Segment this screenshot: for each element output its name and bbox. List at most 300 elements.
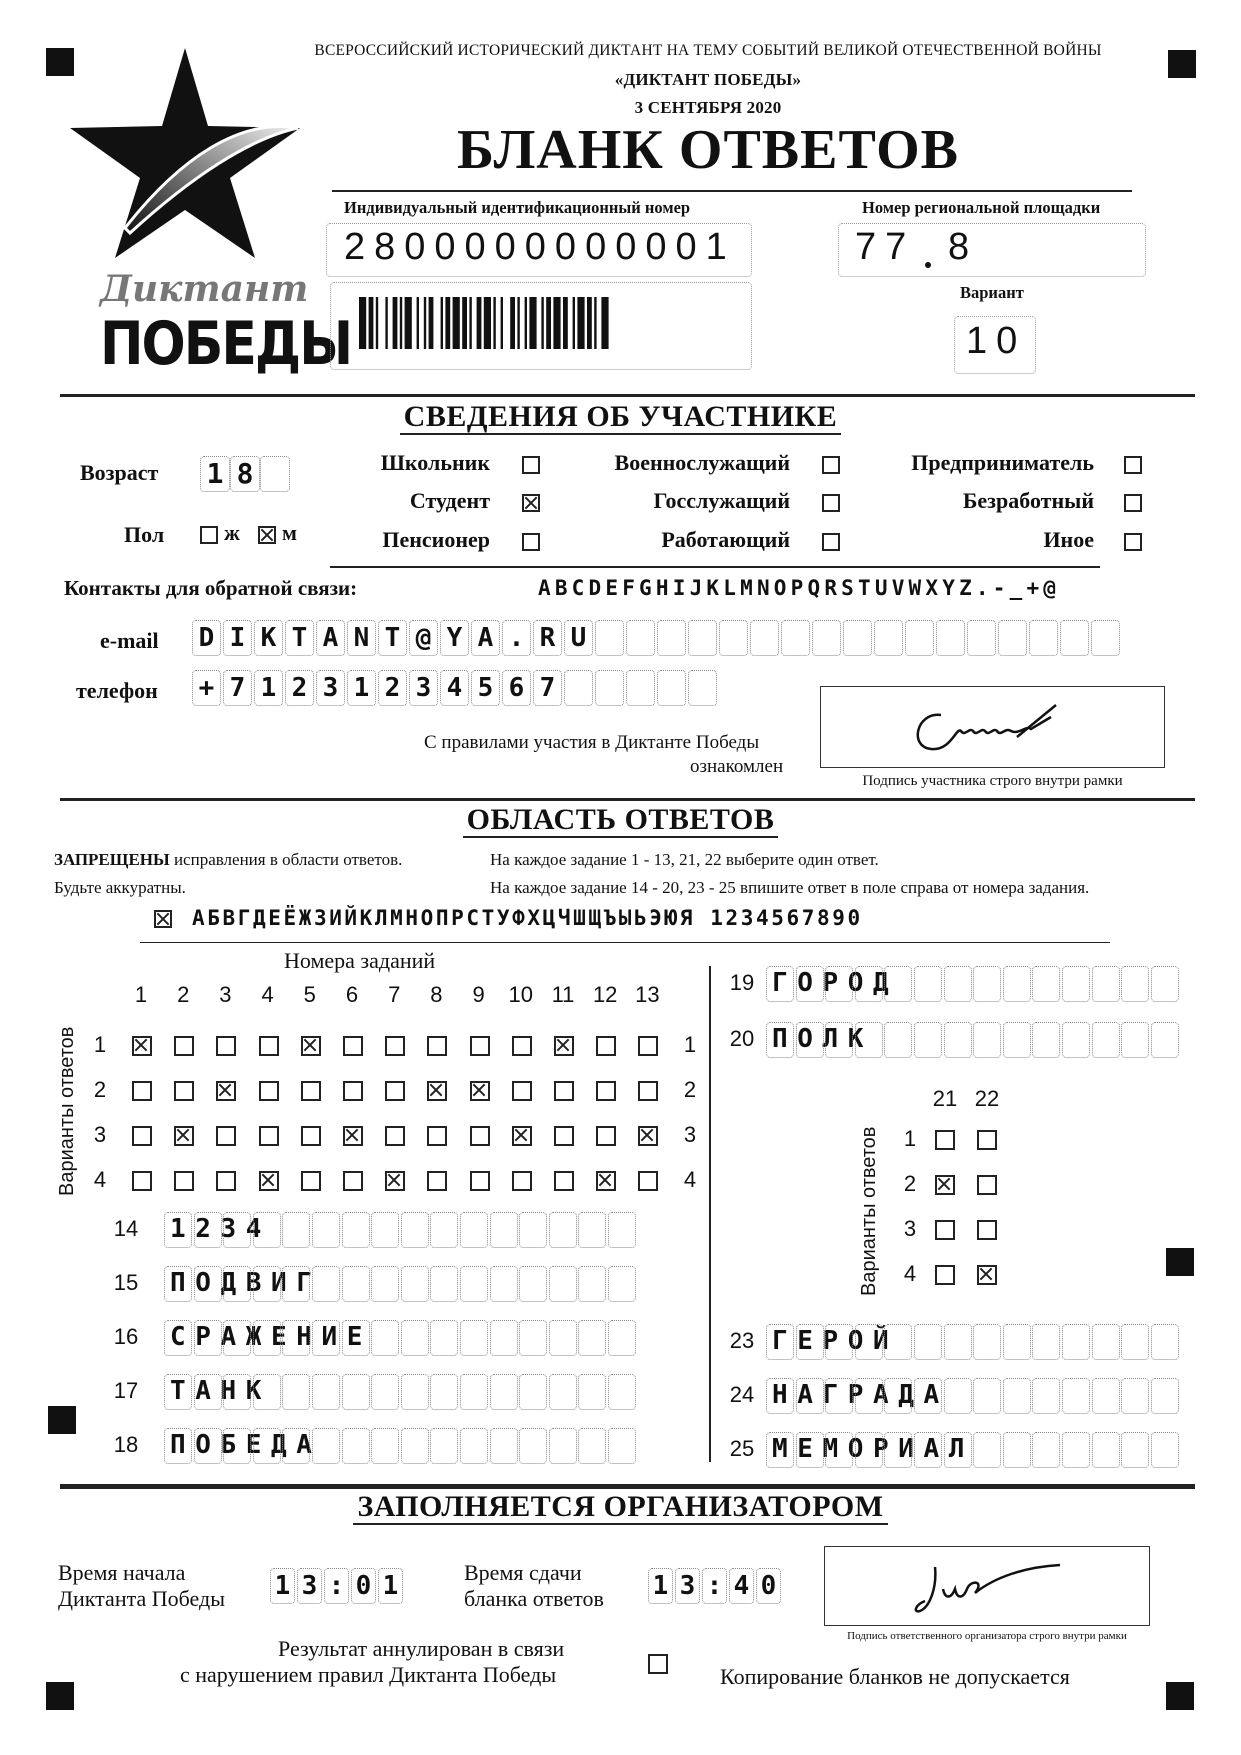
- input-cell[interactable]: [967, 620, 996, 656]
- answer-cell[interactable]: [312, 1320, 340, 1356]
- answer-checkbox[interactable]: [343, 1126, 363, 1146]
- answer-cell[interactable]: [253, 1266, 281, 1302]
- answer-cell[interactable]: [1032, 1432, 1060, 1468]
- answer-cell[interactable]: [401, 1212, 429, 1248]
- input-cell[interactable]: [874, 620, 903, 656]
- answer-checkbox[interactable]: [301, 1171, 321, 1191]
- answer-checkbox[interactable]: [554, 1036, 574, 1056]
- answer-cell[interactable]: [855, 1324, 883, 1360]
- answer-checkbox[interactable]: [385, 1081, 405, 1101]
- answer-cell[interactable]: [549, 1266, 577, 1302]
- answer-cell[interactable]: [884, 1022, 912, 1058]
- short-answer-field[interactable]: [164, 1266, 638, 1302]
- answer-cell[interactable]: [194, 1374, 222, 1410]
- answer-cell[interactable]: [608, 1212, 636, 1248]
- answer-cell[interactable]: [608, 1374, 636, 1410]
- answer-cell[interactable]: [766, 1432, 794, 1468]
- answer-cell[interactable]: [1062, 1324, 1090, 1360]
- answer-cell[interactable]: [253, 1320, 281, 1356]
- input-cell[interactable]: [440, 620, 469, 656]
- answer-cell[interactable]: [253, 1212, 281, 1248]
- answer-cell[interactable]: [1121, 1324, 1149, 1360]
- input-cell[interactable]: [595, 620, 624, 656]
- answer-cell[interactable]: [825, 1378, 853, 1414]
- answer-checkbox[interactable]: [638, 1036, 658, 1056]
- answer-cell[interactable]: [796, 1324, 824, 1360]
- category-checkbox[interactable]: [822, 456, 840, 474]
- answer-checkbox[interactable]: [174, 1036, 194, 1056]
- answer-cell[interactable]: [371, 1374, 399, 1410]
- answer-cell[interactable]: [460, 1374, 488, 1410]
- short-answer-field[interactable]: [164, 1428, 638, 1464]
- input-cell[interactable]: [781, 620, 810, 656]
- answer-checkbox[interactable]: [132, 1171, 152, 1191]
- variant-number: 10: [966, 320, 1027, 362]
- answer-cell[interactable]: [1003, 1022, 1031, 1058]
- answer-cell[interactable]: [608, 1428, 636, 1464]
- answer-cell[interactable]: [401, 1428, 429, 1464]
- input-cell[interactable]: [688, 620, 717, 656]
- answer-cell[interactable]: [1151, 1432, 1179, 1468]
- answer-cell[interactable]: [490, 1212, 518, 1248]
- answer-cell[interactable]: [973, 1324, 1001, 1360]
- answers-vertical-divider: [709, 966, 711, 1462]
- input-cell[interactable]: [297, 1568, 322, 1604]
- category-checkbox[interactable]: [522, 456, 540, 474]
- answer-cell[interactable]: [519, 1266, 547, 1302]
- input-cell[interactable]: [316, 620, 345, 656]
- answer-cell[interactable]: [430, 1212, 458, 1248]
- answer-cell[interactable]: [914, 1324, 942, 1360]
- answer-checkbox[interactable]: [470, 1126, 490, 1146]
- answer-cell[interactable]: [164, 1266, 192, 1302]
- age-cell-1[interactable]: 1: [200, 456, 230, 492]
- answer-cell[interactable]: [549, 1428, 577, 1464]
- answer-cell[interactable]: [371, 1266, 399, 1302]
- answer-cell[interactable]: [578, 1212, 606, 1248]
- short-answer-field[interactable]: [766, 1324, 1180, 1360]
- category-checkbox[interactable]: [1124, 533, 1142, 551]
- sex-female-checkbox[interactable]: [200, 526, 218, 544]
- answer-checkbox[interactable]: [935, 1130, 955, 1150]
- answer-checkbox[interactable]: [596, 1081, 616, 1101]
- answer-checkbox[interactable]: [512, 1171, 532, 1191]
- answer-cell[interactable]: [223, 1428, 251, 1464]
- answer-cell[interactable]: [460, 1212, 488, 1248]
- answer-checkbox[interactable]: [638, 1171, 658, 1191]
- input-cell[interactable]: [502, 620, 531, 656]
- answer-checkbox[interactable]: [301, 1126, 321, 1146]
- input-cell[interactable]: [1060, 620, 1089, 656]
- answer-cell[interactable]: [578, 1374, 606, 1410]
- input-cell[interactable]: [905, 620, 934, 656]
- answer-cell[interactable]: [914, 1432, 942, 1468]
- answer-cell[interactable]: [608, 1320, 636, 1356]
- answer-cell[interactable]: [825, 1022, 853, 1058]
- answer-checkbox[interactable]: [596, 1126, 616, 1146]
- answer-cell[interactable]: [430, 1266, 458, 1302]
- answer-cell[interactable]: [884, 1432, 912, 1468]
- category-checkbox[interactable]: [522, 533, 540, 551]
- answer-checkbox[interactable]: [259, 1126, 279, 1146]
- answer-cell[interactable]: [223, 1320, 251, 1356]
- input-cell[interactable]: [471, 670, 500, 706]
- answer-cell[interactable]: [164, 1212, 192, 1248]
- input-cell[interactable]: [347, 620, 376, 656]
- answer-checkbox[interactable]: [977, 1130, 997, 1150]
- answer-cell[interactable]: [342, 1320, 370, 1356]
- answer-checkbox[interactable]: [385, 1126, 405, 1146]
- answer-cell[interactable]: [1092, 1432, 1120, 1468]
- age-cell-3[interactable]: [260, 456, 290, 492]
- input-cell[interactable]: [409, 670, 438, 706]
- answer-cell[interactable]: [1032, 966, 1060, 1002]
- answer-cell[interactable]: [1092, 1022, 1120, 1058]
- answer-checkbox[interactable]: [132, 1126, 152, 1146]
- answer-cell[interactable]: [282, 1428, 310, 1464]
- answer-cell[interactable]: [1062, 1378, 1090, 1414]
- answer-cell[interactable]: [342, 1212, 370, 1248]
- answer-checkbox[interactable]: [301, 1081, 321, 1101]
- input-cell[interactable]: [936, 620, 965, 656]
- answer-cell[interactable]: [519, 1374, 547, 1410]
- answer-cell[interactable]: [884, 1378, 912, 1414]
- input-cell[interactable]: [843, 620, 872, 656]
- answer-cell[interactable]: [223, 1374, 251, 1410]
- input-cell[interactable]: [675, 1568, 700, 1604]
- answer-cell[interactable]: [855, 966, 883, 1002]
- task-number: 19: [729, 970, 755, 995]
- answer-checkbox[interactable]: [174, 1126, 194, 1146]
- input-cell[interactable]: [595, 670, 624, 706]
- answer-checkbox[interactable]: [216, 1081, 236, 1101]
- input-cell[interactable]: [316, 670, 345, 706]
- answer-cell[interactable]: [1032, 1324, 1060, 1360]
- answer-checkbox[interactable]: [977, 1175, 997, 1195]
- input-cell[interactable]: [223, 670, 252, 706]
- input-cell[interactable]: [192, 670, 221, 706]
- annul-checkbox[interactable]: [648, 1654, 668, 1674]
- answer-cell[interactable]: [282, 1374, 310, 1410]
- answer-cell[interactable]: [944, 1022, 972, 1058]
- answer-cell[interactable]: [944, 1324, 972, 1360]
- answer-cell[interactable]: [1151, 966, 1179, 1002]
- answer-cell[interactable]: [194, 1428, 222, 1464]
- input-cell[interactable]: [657, 670, 686, 706]
- answer-cell[interactable]: [194, 1266, 222, 1302]
- input-cell[interactable]: [533, 620, 562, 656]
- answer-checkbox[interactable]: [174, 1081, 194, 1101]
- answer-cell[interactable]: [430, 1428, 458, 1464]
- input-cell[interactable]: [378, 670, 407, 706]
- answer-cell[interactable]: [914, 1022, 942, 1058]
- input-cell[interactable]: [719, 620, 748, 656]
- answer-checkbox[interactable]: [259, 1036, 279, 1056]
- answer-cell[interactable]: [342, 1374, 370, 1410]
- answer-cell[interactable]: [1092, 1324, 1120, 1360]
- answer-cell[interactable]: [578, 1320, 606, 1356]
- answer-cell[interactable]: [973, 1378, 1001, 1414]
- input-cell[interactable]: [564, 670, 593, 706]
- answer-checkbox[interactable]: [385, 1171, 405, 1191]
- answer-cell[interactable]: [1032, 1022, 1060, 1058]
- answer-cell[interactable]: [1003, 1324, 1031, 1360]
- answer-cell[interactable]: [944, 966, 972, 1002]
- answer-cell[interactable]: [884, 1324, 912, 1360]
- answer-cell[interactable]: [1003, 966, 1031, 1002]
- sex-male-checkbox[interactable]: [258, 526, 276, 544]
- input-cell[interactable]: [688, 670, 717, 706]
- input-cell[interactable]: [812, 620, 841, 656]
- input-cell[interactable]: [192, 620, 221, 656]
- answer-cell[interactable]: [825, 966, 853, 1002]
- short-answer-field[interactable]: [766, 1022, 1180, 1058]
- answer-checkbox[interactable]: [132, 1081, 152, 1101]
- answer-checkbox[interactable]: [427, 1036, 447, 1056]
- answer-cell[interactable]: [1092, 966, 1120, 1002]
- answer-cell[interactable]: [519, 1320, 547, 1356]
- input-cell[interactable]: [223, 620, 252, 656]
- input-cell[interactable]: [750, 620, 779, 656]
- answer-checkbox[interactable]: [935, 1175, 955, 1195]
- answer-cell[interactable]: [194, 1320, 222, 1356]
- answer-cell[interactable]: [1062, 1432, 1090, 1468]
- answer-cell[interactable]: [549, 1212, 577, 1248]
- category-checkbox[interactable]: [1124, 456, 1142, 474]
- input-cell[interactable]: [378, 1568, 403, 1604]
- answer-cell[interactable]: [164, 1428, 192, 1464]
- answer-checkbox[interactable]: [554, 1171, 574, 1191]
- input-cell[interactable]: [1091, 620, 1120, 656]
- answer-checkbox[interactable]: [512, 1036, 532, 1056]
- input-cell[interactable]: [626, 620, 655, 656]
- input-cell[interactable]: [533, 670, 562, 706]
- answer-cell[interactable]: [223, 1212, 251, 1248]
- input-cell[interactable]: [729, 1568, 754, 1604]
- answer-checkbox[interactable]: [343, 1036, 363, 1056]
- input-cell[interactable]: [254, 670, 283, 706]
- answer-cell[interactable]: [342, 1266, 370, 1302]
- answer-cell[interactable]: [1121, 1432, 1149, 1468]
- answer-checkbox[interactable]: [259, 1081, 279, 1101]
- organizer-signature-box[interactable]: [824, 1546, 1150, 1626]
- answer-checkbox[interactable]: [216, 1126, 236, 1146]
- input-cell[interactable]: [285, 620, 314, 656]
- answer-checkbox[interactable]: [343, 1081, 363, 1101]
- input-cell[interactable]: [409, 620, 438, 656]
- answer-checkbox[interactable]: [427, 1171, 447, 1191]
- answer-checkbox[interactable]: [596, 1171, 616, 1191]
- input-cell[interactable]: [657, 620, 686, 656]
- answer-cell[interactable]: [1121, 966, 1149, 1002]
- answer-cell[interactable]: [549, 1374, 577, 1410]
- answer-cell[interactable]: [796, 1378, 824, 1414]
- input-cell[interactable]: [1029, 620, 1058, 656]
- answer-cell[interactable]: [164, 1320, 192, 1356]
- answer-checkbox[interactable]: [385, 1036, 405, 1056]
- category-checkbox[interactable]: [822, 494, 840, 512]
- answer-cell[interactable]: [401, 1320, 429, 1356]
- input-cell[interactable]: [502, 670, 531, 706]
- answer-cell[interactable]: [608, 1266, 636, 1302]
- input-cell[interactable]: [702, 1568, 727, 1604]
- answer-cell[interactable]: [371, 1428, 399, 1464]
- answer-checkbox[interactable]: [935, 1220, 955, 1240]
- answer-checkbox[interactable]: [638, 1126, 658, 1146]
- answer-checkbox[interactable]: [174, 1171, 194, 1191]
- answer-checkbox[interactable]: [596, 1036, 616, 1056]
- region-number-b: 8: [948, 226, 979, 268]
- answer-cell[interactable]: [312, 1266, 340, 1302]
- answer-cell[interactable]: [460, 1320, 488, 1356]
- answer-checkbox[interactable]: [977, 1220, 997, 1240]
- answer-checkbox[interactable]: [259, 1171, 279, 1191]
- answer-cell[interactable]: [282, 1212, 310, 1248]
- answer-cell[interactable]: [312, 1212, 340, 1248]
- answer-cell[interactable]: [253, 1374, 281, 1410]
- short-answer-field[interactable]: [164, 1320, 638, 1356]
- answer-cell[interactable]: [973, 1432, 1001, 1468]
- answer-cell[interactable]: [342, 1428, 370, 1464]
- input-cell[interactable]: [440, 670, 469, 706]
- answer-checkbox[interactable]: [512, 1126, 532, 1146]
- category-checkbox[interactable]: [822, 533, 840, 551]
- input-cell[interactable]: [285, 670, 314, 706]
- category-checkbox[interactable]: [1124, 494, 1142, 512]
- input-cell[interactable]: [347, 670, 376, 706]
- answer-cell[interactable]: [371, 1320, 399, 1356]
- answer-cell[interactable]: [430, 1320, 458, 1356]
- answer-cell[interactable]: [312, 1374, 340, 1410]
- answer-checkbox[interactable]: [977, 1265, 997, 1285]
- answer-checkbox[interactable]: [427, 1081, 447, 1101]
- answer-cell[interactable]: [914, 966, 942, 1002]
- answer-checkbox[interactable]: [554, 1126, 574, 1146]
- answer-cell[interactable]: [766, 1022, 794, 1058]
- answer-cell[interactable]: [1003, 1378, 1031, 1414]
- answer-checkbox[interactable]: [470, 1171, 490, 1191]
- short-answer-field[interactable]: [164, 1212, 638, 1248]
- input-cell[interactable]: [998, 620, 1027, 656]
- answer-cell[interactable]: [460, 1428, 488, 1464]
- answer-cell[interactable]: [766, 1324, 794, 1360]
- answer-cell[interactable]: [884, 966, 912, 1002]
- answer-cell[interactable]: [1003, 1432, 1031, 1468]
- short-answer-field[interactable]: [766, 1378, 1180, 1414]
- answer-cell[interactable]: [223, 1266, 251, 1302]
- answer-cell[interactable]: [796, 1022, 824, 1058]
- answer-cell[interactable]: [519, 1212, 547, 1248]
- answer-cell[interactable]: [855, 1432, 883, 1468]
- answer-checkbox[interactable]: [301, 1036, 321, 1056]
- answer-cell[interactable]: [1151, 1378, 1179, 1414]
- answer-checkbox[interactable]: [427, 1126, 447, 1146]
- answer-checkbox[interactable]: [470, 1081, 490, 1101]
- answer-cell[interactable]: [282, 1320, 310, 1356]
- answer-cell[interactable]: [766, 966, 794, 1002]
- answer-cell[interactable]: [549, 1320, 577, 1356]
- input-cell[interactable]: [626, 670, 655, 706]
- answer-cell[interactable]: [490, 1320, 518, 1356]
- answer-cell[interactable]: [914, 1378, 942, 1414]
- participant-signature-box[interactable]: [820, 686, 1165, 768]
- category-checkbox[interactable]: [522, 494, 540, 512]
- input-cell[interactable]: [324, 1568, 349, 1604]
- answer-cell[interactable]: [490, 1374, 518, 1410]
- short-answer-field[interactable]: [164, 1374, 638, 1410]
- age-cell-2[interactable]: 8: [230, 456, 260, 492]
- answer-cell[interactable]: [944, 1378, 972, 1414]
- short-answer-field[interactable]: [766, 1432, 1180, 1468]
- answer-cell[interactable]: [1121, 1378, 1149, 1414]
- answer-cell[interactable]: [973, 966, 1001, 1002]
- divider-header: [60, 394, 1195, 397]
- answer-cell[interactable]: [282, 1266, 310, 1302]
- answer-cell[interactable]: [855, 1378, 883, 1414]
- answer-checkbox[interactable]: [512, 1081, 532, 1101]
- answer-cell[interactable]: [371, 1212, 399, 1248]
- answer-cell[interactable]: [253, 1428, 281, 1464]
- input-cell[interactable]: [756, 1568, 781, 1604]
- answer-cell[interactable]: [766, 1378, 794, 1414]
- answer-cell[interactable]: [1062, 1022, 1090, 1058]
- answer-cell[interactable]: [825, 1324, 853, 1360]
- answer-cell[interactable]: [401, 1374, 429, 1410]
- input-cell[interactable]: [648, 1568, 673, 1604]
- answer-cell[interactable]: [578, 1428, 606, 1464]
- answer-checkbox[interactable]: [935, 1265, 955, 1285]
- input-cell[interactable]: [351, 1568, 376, 1604]
- input-cell[interactable]: [254, 620, 283, 656]
- category-label: Школьник: [380, 450, 490, 475]
- answer-checkbox[interactable]: [343, 1171, 363, 1191]
- answer-cell[interactable]: [973, 1022, 1001, 1058]
- short-answer-field[interactable]: [766, 966, 1180, 1002]
- answer-cell[interactable]: [1092, 1378, 1120, 1414]
- answer-cell[interactable]: [1062, 966, 1090, 1002]
- input-cell[interactable]: [378, 620, 407, 656]
- answer-cell[interactable]: [460, 1266, 488, 1302]
- input-cell[interactable]: [270, 1568, 295, 1604]
- answer-cell[interactable]: [1151, 1022, 1179, 1058]
- answer-cell[interactable]: [490, 1266, 518, 1302]
- answer-cell[interactable]: [164, 1374, 192, 1410]
- answer-checkbox[interactable]: [638, 1081, 658, 1101]
- answer-cell[interactable]: [194, 1212, 222, 1248]
- answer-cell[interactable]: [1032, 1378, 1060, 1414]
- answer-cell[interactable]: [430, 1374, 458, 1410]
- answer-cell[interactable]: [1121, 1022, 1149, 1058]
- answer-cell[interactable]: [519, 1428, 547, 1464]
- answer-checkbox[interactable]: [132, 1036, 152, 1056]
- answer-cell[interactable]: [796, 966, 824, 1002]
- answer-checkbox[interactable]: [216, 1036, 236, 1056]
- answer-cell[interactable]: [578, 1266, 606, 1302]
- answer-cell[interactable]: [312, 1428, 340, 1464]
- answer-cell[interactable]: [490, 1428, 518, 1464]
- answer-checkbox[interactable]: [554, 1081, 574, 1101]
- answer-cell[interactable]: [1151, 1324, 1179, 1360]
- answer-cell[interactable]: [944, 1432, 972, 1468]
- answer-cell[interactable]: [855, 1022, 883, 1058]
- answer-cell[interactable]: [401, 1266, 429, 1302]
- answer-checkbox[interactable]: [470, 1036, 490, 1056]
- input-cell[interactable]: [471, 620, 500, 656]
- answer-cell[interactable]: [796, 1432, 824, 1468]
- answer-cell[interactable]: [825, 1432, 853, 1468]
- answer-checkbox[interactable]: [216, 1171, 236, 1191]
- input-cell[interactable]: [564, 620, 593, 656]
